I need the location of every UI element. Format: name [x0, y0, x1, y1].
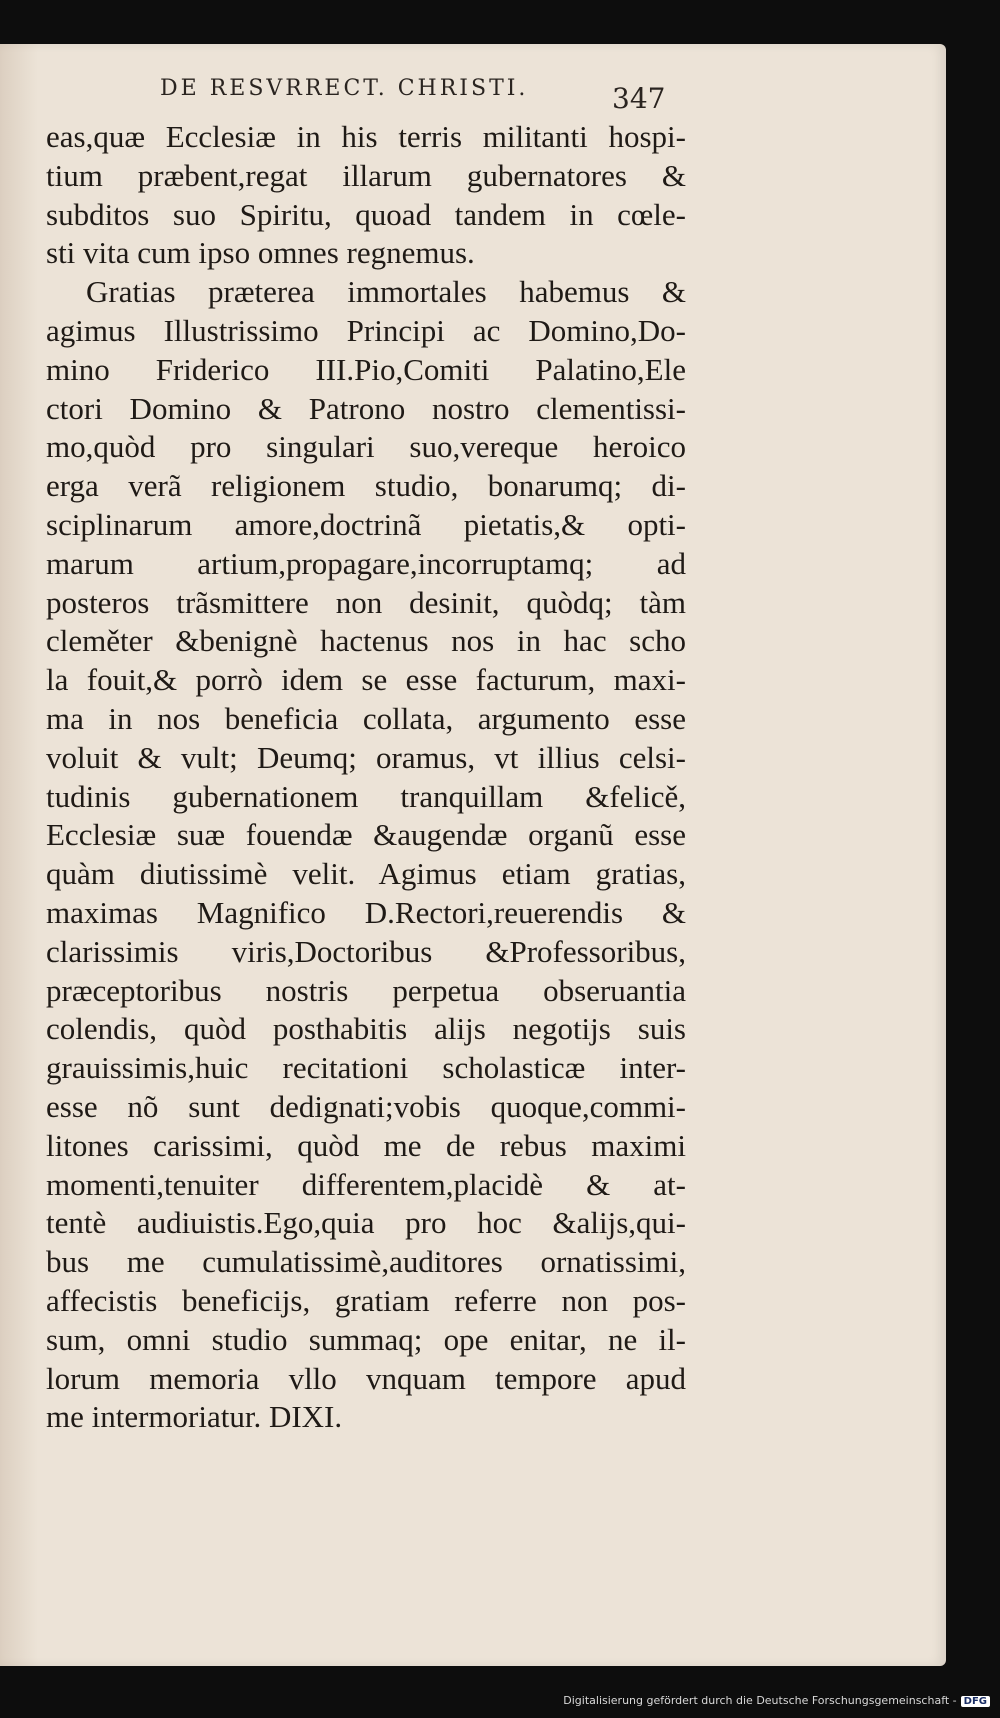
digitization-footer: [0, 1694, 1000, 1718]
page-number: 347: [612, 82, 666, 115]
text-line: clarissimis viris,Doctoribus &Professoribus,: [46, 933, 686, 969]
text-line: mino Friderico III.Pio,Comiti Palatino,Ele: [46, 351, 686, 387]
dfg-logo: DFG: [961, 1696, 990, 1707]
book-page: [0, 44, 946, 1666]
text-line: affecistis beneficijs, gratiam referre non pos-: [46, 1282, 686, 1318]
text-line: Ecclesiæ suæ fouendæ &augendæ organũ esse: [46, 817, 686, 853]
text-line: tium præbent,regat illarum gubernatores &: [46, 157, 686, 193]
text-line: subditos suo Spiritu, quoad tandem in cœle-: [46, 196, 686, 232]
text-line: litones carissimi, quòd me de rebus maximi: [46, 1127, 686, 1163]
text-line: sum, omni studio summaq; ope enitar, ne il-: [46, 1321, 686, 1357]
text-line: voluit & vult; Deumq; oramus, vt illius celsi-: [46, 739, 686, 775]
text-line: sti vita cum ipso omnes regnemus.: [46, 235, 475, 271]
text-line: ctori Domino & Patrono nostro clementissi-: [46, 390, 686, 426]
text-line: colendis, quòd posthabitis alijs negotijs suis: [46, 1011, 686, 1047]
text-line: grauissimis,huic recitationi scholasticæ inter-: [46, 1050, 686, 1086]
text-line: agimus Illustrissimo Principi ac Domino,Do-: [46, 312, 686, 348]
text-line: cleměter &benignè hactenus nos in hac scho: [46, 623, 686, 659]
text-line: posteros trãsmittere non desinit, quòdq; tàm: [46, 584, 686, 620]
text-line: quàm diutissimè velit. Agimus etiam gratias,: [46, 856, 686, 892]
text-line: eas,quæ Ecclesiæ in his terris militanti hospi-: [46, 119, 686, 154]
running-title: DE RESVRRECT. CHRISTI.: [160, 76, 529, 101]
text-line: me intermoriatur. DIXI.: [46, 1399, 343, 1435]
text-line: sciplinarum amore,doctrinã pietatis,& opti-: [46, 506, 686, 542]
body-text: [46, 118, 686, 1437]
text-line: Gratias præterea immortales habemus &: [86, 274, 686, 310]
text-line: esse nõ sunt dedignati;vobis quoque,commi-: [46, 1088, 686, 1124]
text-line: maximas Magnifico D.Rectori,reuerendis &: [46, 894, 686, 930]
text-line: lorum memoria vllo vnquam tempore apud: [46, 1360, 686, 1396]
text-line: præceptoribus nostris perpetua obseruantia: [46, 972, 686, 1008]
text-line: erga verã religionem studio, bonarumq; di-: [46, 468, 686, 504]
text-line: mo,quòd pro singulari suo,vereque heroico: [46, 429, 686, 465]
text-line: marum artium,propagare,incorruptamq; ad: [46, 545, 686, 581]
text-line: ma in nos beneficia collata, argumento esse: [46, 700, 686, 736]
text-line: la fouit,& porrò idem se esse facturum, maxi-: [46, 662, 686, 698]
text-line: bus me cumulatissimè,auditores ornatissimi,: [46, 1244, 686, 1280]
text-line: tudinis gubernationem tranquillam &felicě,: [46, 778, 686, 814]
text-line: tentè audiuistis.Ego,quia pro hoc &alijs,qui-: [46, 1205, 686, 1241]
footer-credit: Digitalisierung gefördert durch die Deutsche Forschungsgemeinschaft -: [563, 1694, 957, 1707]
text-line: momenti,tenuiter differentem,placidè & at-: [46, 1166, 686, 1202]
